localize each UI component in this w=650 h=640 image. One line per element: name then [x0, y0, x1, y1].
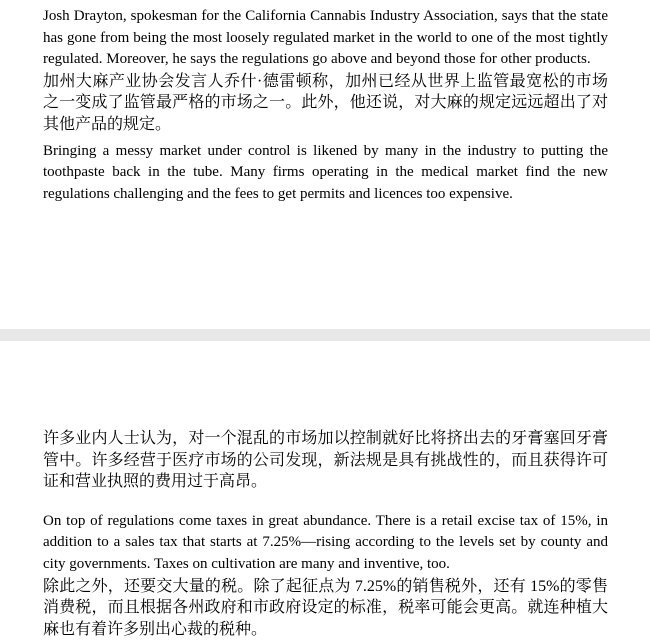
paragraph-chinese-translation-taxes: 除此之外，还要交大量的税。除了起征点为 7.25%的销售税外，还有 15%的零售消费税，而且根据各州政府和市政府设定的标准，税率可能会更高。就连种植大麻也有着许多别出心裁的税种。	[43, 577, 608, 638]
paragraph-english-drayton: Josh Drayton, spokesman for the California Cannabis Industry Association, says that the state has gone from being the most loosely regulated market in the world to one of the most tightly regulated. Moreover, he says the regulations go above and beyond those for other products.	[43, 8, 608, 68]
page-2-content	[43, 428, 608, 640]
paragraph-english-taxes: On top of regulations come taxes in great abundance. There is a retail excise tax of 15%, in addition to a sales tax that starts at 7.25%—rising according to the levels set by county and city governments. Taxes on cultivation are many and inventive, too.	[43, 512, 608, 572]
paragraph-english-toothpaste: Bringing a messy market under control is likened by many in the industry to putting the toothpaste back in the tube. Many firms operating in the medical market find the new regulations challenging and the fees to get permits and licences too expensive.	[43, 142, 608, 202]
page-1-content	[43, 6, 608, 205]
paragraph-chinese-translation-toothpaste: 许多业内人士认为，对一个混乱的市场加以控制就好比将挤出去的牙膏塞回牙膏管中。许多经营于医疗市场的公司发现，新法规是具有挑战性的，而且获得许可证和营业执照的费用过于高昂。	[43, 430, 608, 491]
paragraph-chinese-translation-drayton: 加州大麻产业协会发言人乔什·德雷顿称，加州已经从世界上监管最宽松的市场之一变成了监管最严格的市场之一。此外，他还说，对大麻的规定远远超出了对其他产品的规定。	[43, 72, 608, 133]
page-break-separator	[0, 329, 650, 341]
